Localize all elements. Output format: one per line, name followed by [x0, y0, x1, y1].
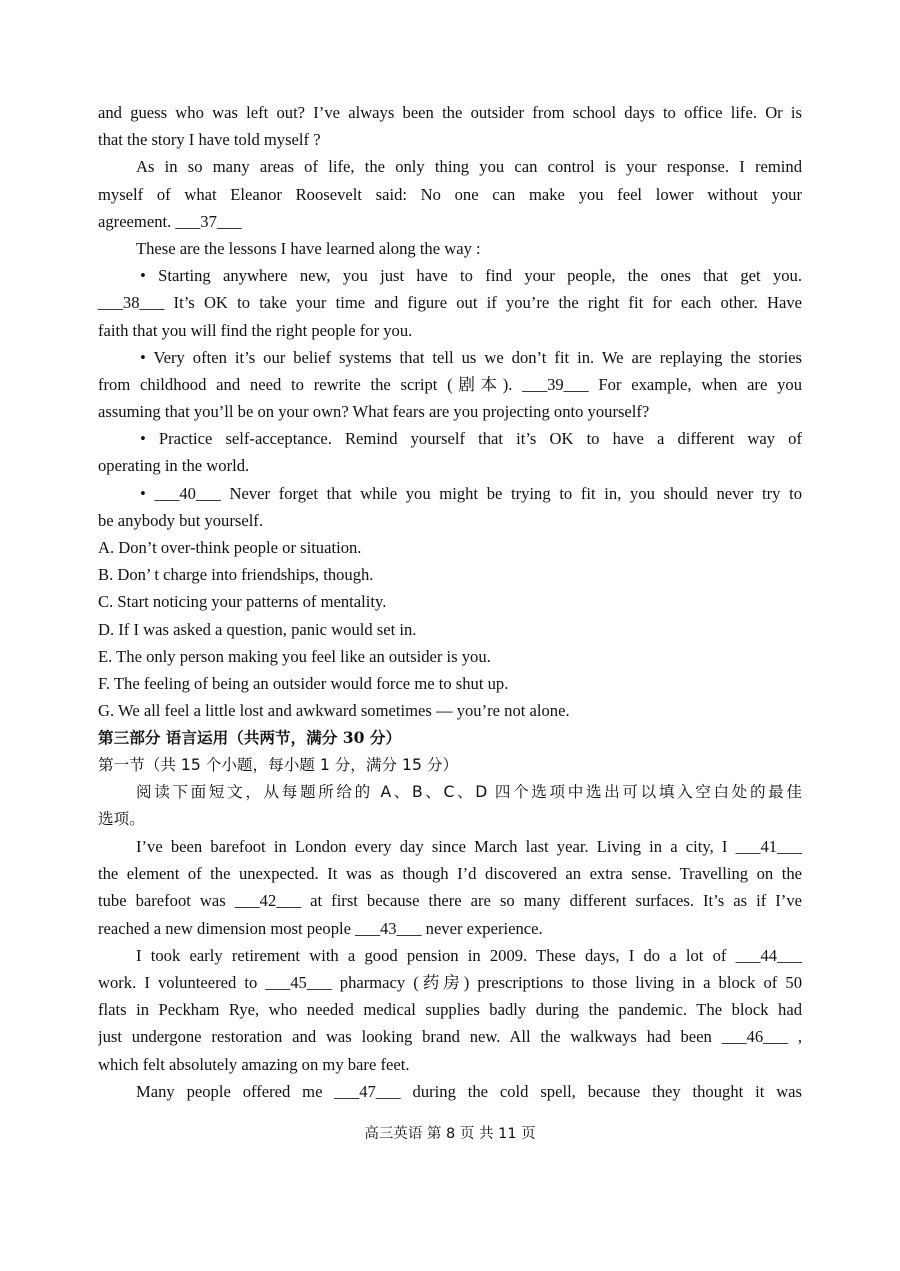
text-line: • ___40___ Never forget that while you might be trying to fit in, you should never try to: [140, 483, 802, 503]
text-line: faith that you will find the right people for you.: [98, 320, 413, 340]
text-line: and guess who was left out? I’ve always been the outsider from school days to office life. Or is: [98, 103, 802, 122]
text-line: G. We all feel a little lost and awkward sometimes — you’re not alone.: [98, 701, 570, 721]
text-line: from childhood and need to rewrite the script (剧本). ___39___ For example, when are you: [98, 374, 802, 394]
text-line: Many people offered me ___47___ during the cold spell, because they thought it was: [136, 1081, 802, 1101]
text-line: I’ve been barefoot in London every day since March last year. Living in a city, I ___41___: [136, 837, 802, 857]
text-line: These are the lessons I have learned along the way :: [136, 238, 481, 258]
page-body: [98, 99, 802, 1105]
text-line: which felt absolutely amazing on my bare feet.: [98, 1054, 410, 1074]
text-line: A. Don’t over-think people or situation.: [98, 538, 362, 557]
text-line: operating in the world.: [98, 456, 250, 476]
text-line: work. I volunteered to ___45___ pharmacy (药房) prescriptions to those living in a block of 50: [98, 973, 802, 992]
text-line: I took early retirement with a good pension in 2009. These days, I do a lot of ___44___: [136, 945, 802, 965]
text-line: reached a new dimension most people ___43___ never experience.: [98, 918, 543, 938]
text-line: tube barefoot was ___42___ at first because there are so many different surfaces. It’s as if I’ve: [98, 891, 802, 911]
text-line: As in so many areas of life, the only thing you can control is your response. I remind: [136, 157, 802, 177]
text-line: B. Don’ t charge into friendships, though.: [98, 565, 374, 585]
text-line: • Practice self-acceptance. Remind yourself that it’s OK to have a different way of: [140, 429, 802, 449]
text-line: ___38___ It’s OK to take your time and figure out if you’re the right fit for each other. Have: [98, 293, 802, 313]
text-line: F. The feeling of being an outsider would force me to shut up.: [98, 673, 509, 693]
text-line: agreement. ___37___: [98, 211, 242, 231]
page-footer: 高三英语 第 8 页 共 11 页: [364, 1126, 536, 1142]
text-line: myself of what Eleanor Roosevelt said: No one can make you feel lower without your: [98, 184, 802, 204]
text-line: 阅读下面短文，从每题所给的 A、B、C、D 四个选项中选出可以填入空白处的最佳: [136, 782, 802, 801]
text-line: 第一节（共 15 个小题，每小题 1 分，满分 15 分）: [98, 755, 459, 774]
text-line: 第三部分 语言运用（共两节，满分 30 分）: [98, 728, 402, 748]
text-line: 选项。: [98, 809, 145, 828]
text-line: E. The only person making you feel like an outsider is you.: [98, 646, 491, 666]
text-line: • Starting anywhere new, you just have to find your people, the ones that get you.: [140, 266, 802, 286]
text-line: flats in Peckham Rye, who needed medical supplies badly during the pandemic. The block had: [98, 1000, 802, 1020]
text-line: that the story I have told myself ?: [98, 130, 321, 150]
text-line: just undergone restoration and was looking brand new. All the walkways had been ___46___ ,: [98, 1027, 802, 1047]
text-line: be anybody but yourself.: [98, 510, 263, 530]
text-line: • Very often it’s our belief systems that tell us we don’t fit in. We are replaying the stories: [140, 347, 802, 367]
text-line: the element of the unexpected. It was as though I’d discovered an extra sense. Travelling on the: [98, 864, 802, 884]
text-line: C. Start noticing your patterns of mentality.: [98, 592, 387, 612]
text-line: assuming that you’ll be on your own? What fears are you projecting onto yourself?: [98, 402, 650, 422]
text-line: D. If I was asked a question, panic would set in.: [98, 619, 417, 639]
